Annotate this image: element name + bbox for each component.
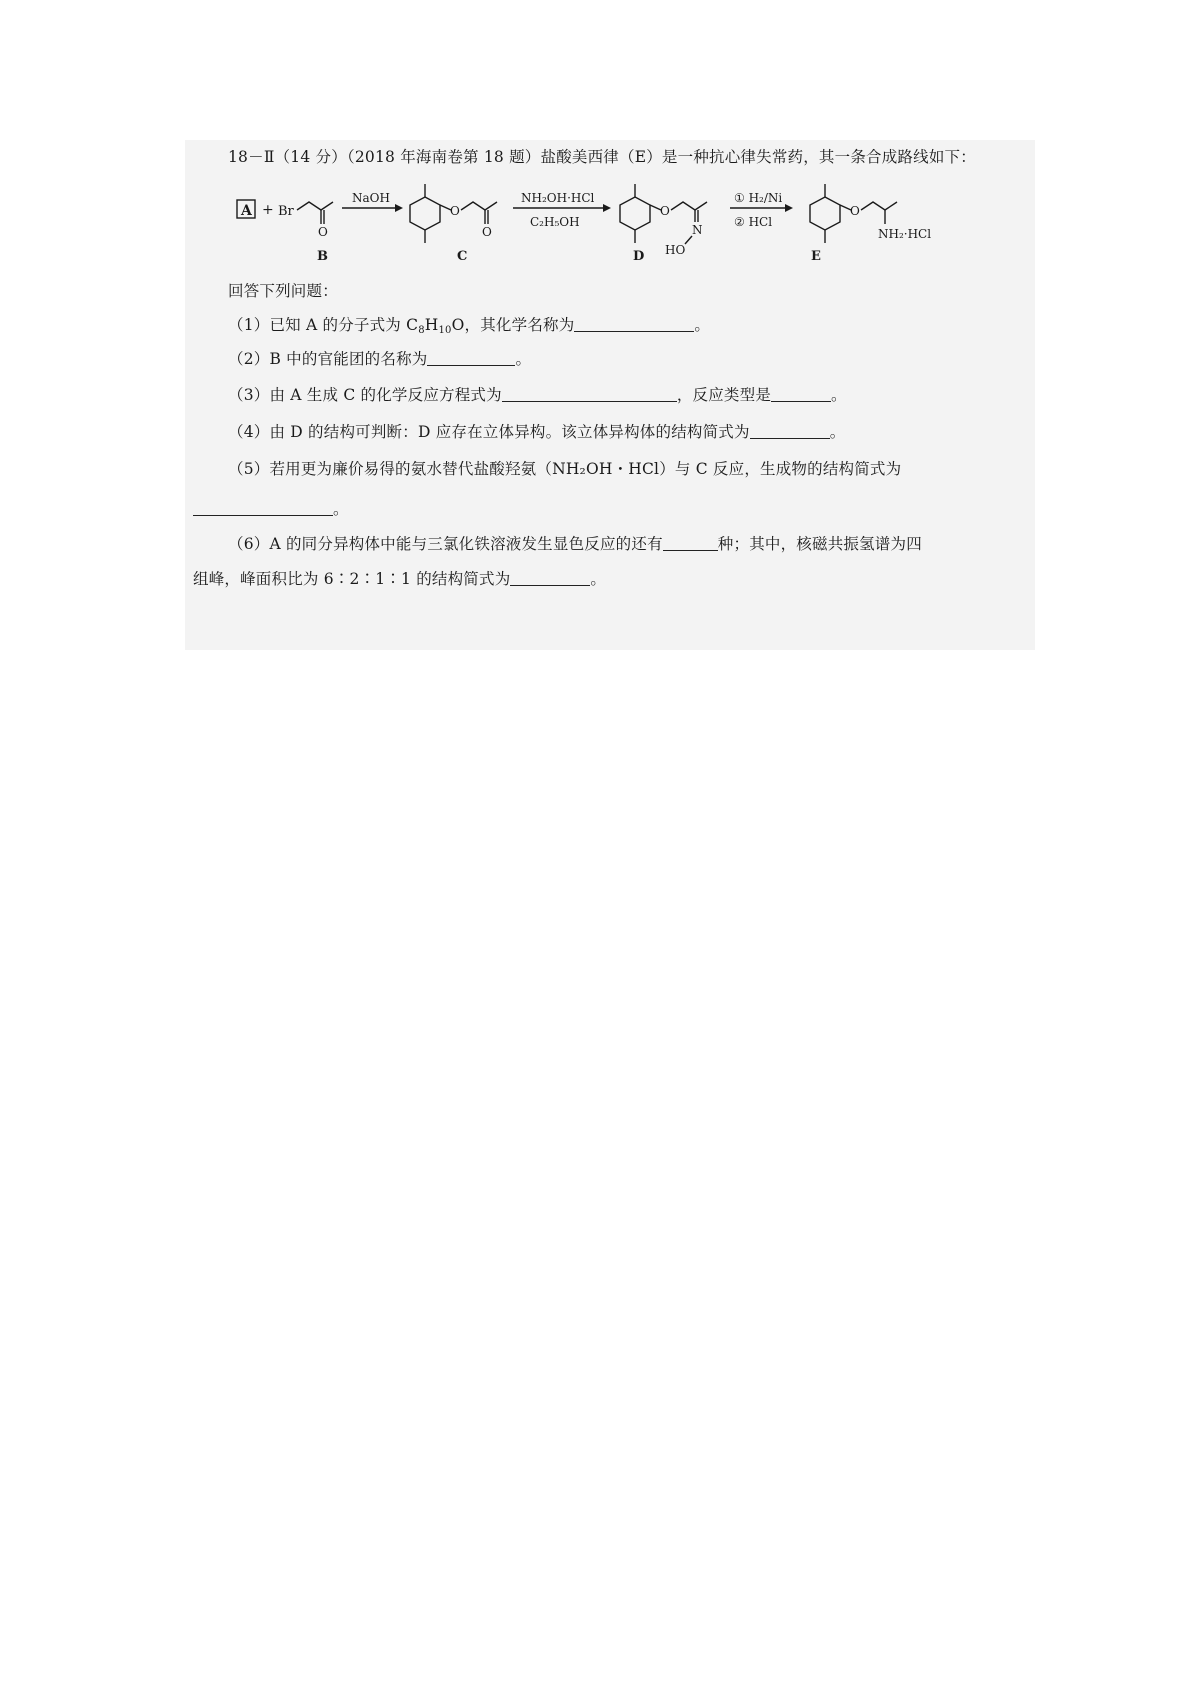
question-2	[228, 348, 531, 370]
reagent-hcl: ② HCl	[734, 215, 773, 229]
br-atom: Br	[278, 204, 294, 219]
q1-text-post: O，其化学名称为	[451, 316, 575, 334]
reagent-nh2oh-hcl: NH₂OH·HCl	[521, 191, 595, 205]
q1-text-h: H	[424, 316, 439, 334]
structure-e	[810, 184, 931, 243]
q2-answer-blank[interactable]	[427, 349, 515, 366]
question-6-line-1	[228, 533, 922, 555]
label-d: D	[633, 249, 645, 264]
q4-answer-blank[interactable]	[750, 422, 830, 439]
d-oxime-n: N	[692, 223, 703, 237]
synthesis-scheme	[185, 172, 965, 272]
question-6-line-2	[193, 568, 606, 590]
q6-structure-blank[interactable]	[510, 569, 590, 586]
q3-type-blank[interactable]	[771, 385, 831, 402]
e-amine-hcl: NH₂·HCl	[878, 227, 932, 241]
question-1	[228, 314, 710, 336]
label-b: B	[317, 249, 328, 264]
q4-end: 。	[829, 423, 846, 441]
q3-equation-blank[interactable]	[502, 385, 677, 402]
label-c: C	[457, 249, 468, 264]
reagent-ethanol: C₂H₅OH	[530, 215, 580, 229]
q6-text-pre: （6）A 的同分异构体中能与三氯化铁溶液发生显色反应的还有	[228, 535, 663, 553]
c-carbonyl-o: O	[482, 225, 492, 239]
q2-text: （2）B 中的官能团的名称为	[228, 350, 428, 368]
e-ether-o: O	[850, 204, 860, 218]
plus-sign: +	[262, 202, 274, 218]
q3-text-mid: ，反应类型是	[676, 386, 772, 404]
reagent-h2-ni: ① H₂/Ni	[734, 191, 783, 205]
compound-a-label: A	[241, 203, 252, 219]
q2-end: 。	[515, 350, 532, 368]
q1-text-pre: （1）已知 A 的分子式为 C	[228, 316, 419, 334]
q5-end: 。	[333, 500, 349, 518]
q3-text: （3）由 A 生成 C 的化学反应方程式为	[228, 386, 502, 404]
question-3	[228, 384, 847, 406]
d-oxime-ho: HO	[665, 243, 686, 257]
q3-end: 。	[831, 386, 847, 404]
q6-count-blank[interactable]	[663, 534, 718, 551]
reagent-naoh: NaOH	[352, 191, 390, 205]
structure-d	[620, 184, 707, 257]
q6-text-post: 种；其中，核磁共振氢谱为四	[717, 535, 922, 553]
label-e: E	[811, 249, 821, 264]
structure-b	[278, 202, 333, 239]
q5-answer-blank[interactable]	[193, 499, 333, 516]
question-5: （5）若用更为廉价易得的氨水替代盐酸羟氨（NH₂OH・HCl）与 C 反应，生成物的结构简式为	[228, 460, 902, 478]
q4-text: （4）由 D 的结构可判断：D 应存在立体异构。该立体异构体的结构简式为	[228, 423, 750, 441]
question-4	[228, 421, 845, 443]
answer-prompt: 回答下列问题：	[228, 282, 338, 300]
b-carbonyl-o: O	[318, 225, 328, 239]
question-5-answer	[193, 498, 349, 520]
question-header: 18－Ⅱ（14 分）（2018 年海南卷第 18 题）盐酸美西律（E）是一种抗心律失常药，其一条合成路线如下：	[228, 148, 976, 166]
q6-end: 。	[590, 570, 607, 588]
q1-sub-10: 10	[438, 325, 452, 336]
structure-c	[410, 184, 497, 243]
q6-text-line2: 组峰，峰面积比为 6∶2∶1∶1 的结构简式为	[193, 570, 511, 588]
d-ether-o: O	[660, 204, 670, 218]
q1-sub-8: 8	[418, 325, 425, 336]
q1-answer-blank[interactable]	[574, 315, 694, 332]
c-ether-o: O	[450, 204, 460, 218]
q1-end: 。	[694, 316, 711, 334]
